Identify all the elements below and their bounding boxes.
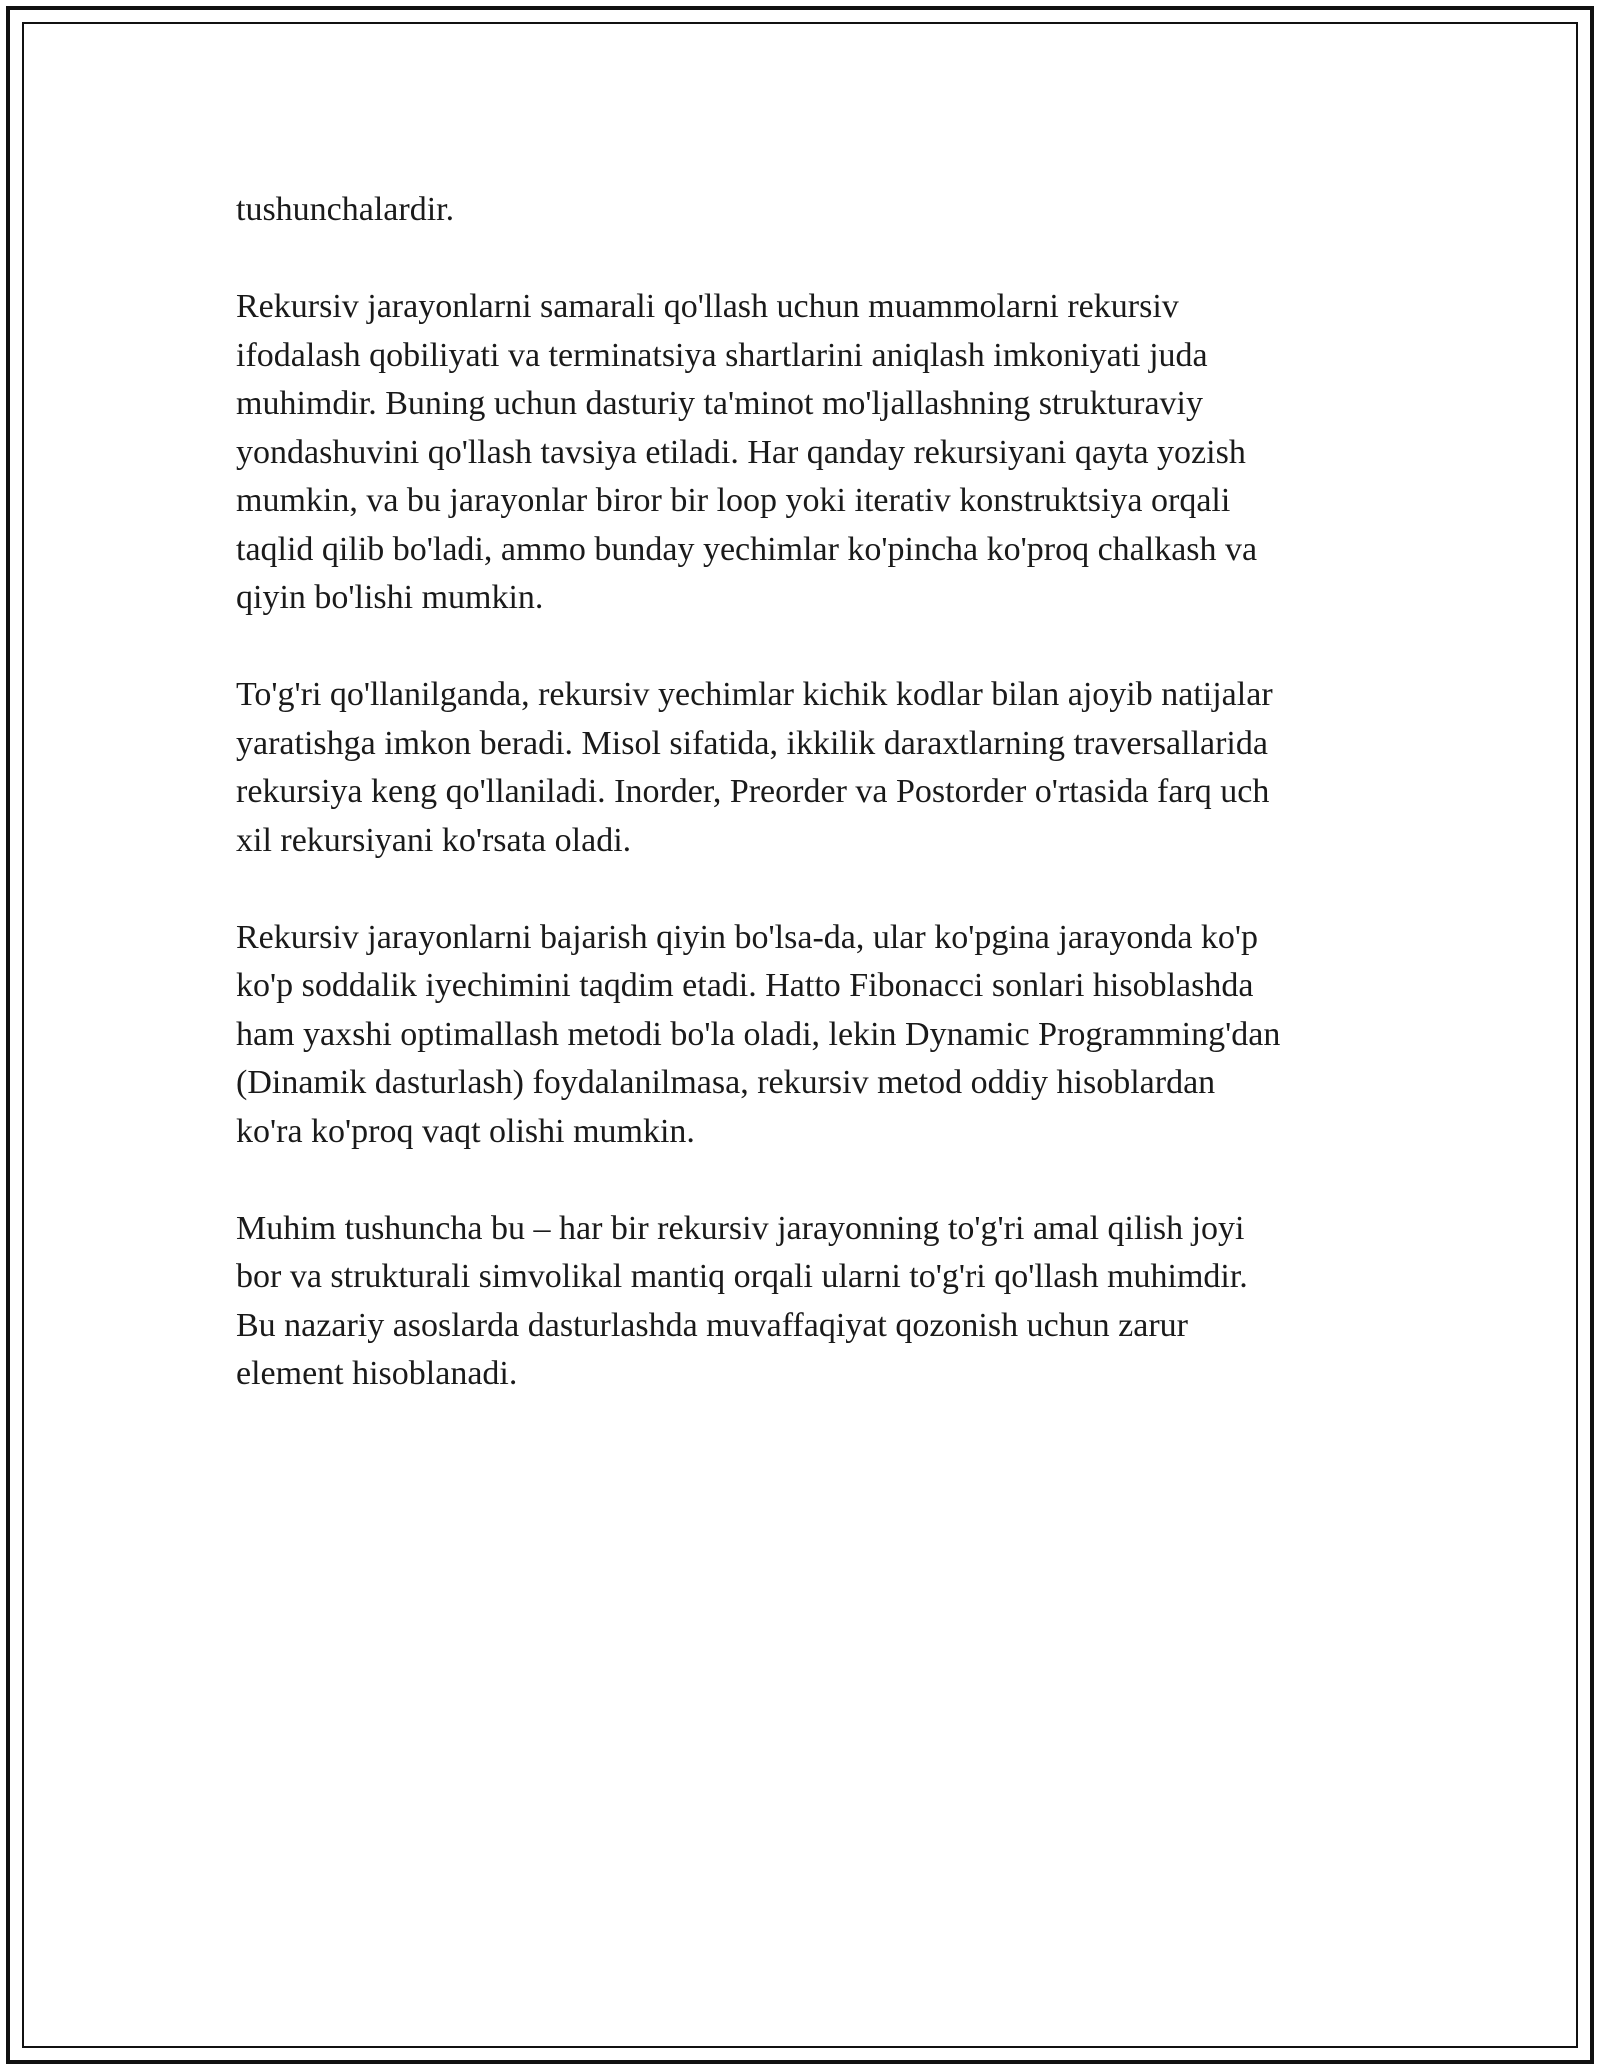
- paragraph-2: [236, 283, 1376, 623]
- text-line: tushunchalardir.: [236, 191, 455, 228]
- text-line: Muhim tushuncha bu – har bir rekursiv jarayonning to'g'ri amal qilish joyi: [236, 1209, 1245, 1247]
- text-line: ko'ra ko'proq vaqt olishi mumkin.: [236, 1112, 695, 1150]
- text-line: Rekursiv jarayonlarni samarali qo'llash uchun muammolarni rekursiv: [236, 288, 1179, 325]
- paragraph-3: [236, 671, 1376, 865]
- text-line: muhimdir. Buning uchun dasturiy ta'minot mo'ljallashning strukturaviy: [236, 385, 1204, 422]
- text-line: Rekursiv jarayonlarni bajarish qiyin bo'lsa-da, ular ko'pgina jarayonda ko'p: [236, 918, 1259, 956]
- text-line: ko'p soddalik iyechimini taqdim etadi. Hatto Fibonacci sonlari hisoblashda: [236, 967, 1254, 1004]
- text-line: taqlid qilib bo'ladi, ammo bunday yechimlar ko'pincha ko'proq chalkash va: [236, 530, 1258, 568]
- text-line: To'g'ri qo'llanilganda, rekursiv yechimlar kichik kodlar bilan ajoyib natijalar: [236, 676, 1273, 713]
- text-line: element hisoblanadi.: [236, 1355, 518, 1392]
- text-line: ifodalash qobiliyati va terminatsiya shartlarini aniqlash imkoniyati juda: [236, 336, 1208, 374]
- text-line: ham yaxshi optimallash metodi bo'la oladi, lekin Dynamic Programming'dan: [236, 1015, 1281, 1053]
- text-line: xil rekursiyani ko'rsata oladi.: [236, 821, 632, 859]
- text-line: Bu nazariy asoslarda dasturlashda muvaffaqiyat qozonish uchun zarur: [236, 1306, 1188, 1344]
- paragraph-4: [236, 914, 1376, 1157]
- paragraph-1: [236, 186, 1376, 235]
- text-line: yondashuvini qo'llash tavsiya etiladi. Har qanday rekursiyani qayta yozish: [236, 433, 1246, 471]
- text-line: bor va strukturali simvolikal mantiq orqali ularni to'g'ri qo'llash muhimdir.: [236, 1258, 1248, 1295]
- document-body: [236, 186, 1376, 1447]
- text-line: mumkin, va bu jarayonlar biror bir loop yoki iterativ konstruktsiya orqali: [236, 482, 1231, 519]
- text-line: rekursiya keng qo'llaniladi. Inorder, Preorder va Postorder o'rtasida farq uch: [236, 773, 1270, 810]
- text-line: (Dinamik dasturlash) foydalanilmasa, rekursiv metod oddiy hisoblardan: [236, 1064, 1216, 1101]
- paragraph-5: [236, 1205, 1376, 1399]
- text-line: qiyin bo'lishi mumkin.: [236, 579, 544, 616]
- text-line: yaratishga imkon beradi. Misol sifatida, ikkilik daraxtlarning traversallarida: [236, 724, 1268, 762]
